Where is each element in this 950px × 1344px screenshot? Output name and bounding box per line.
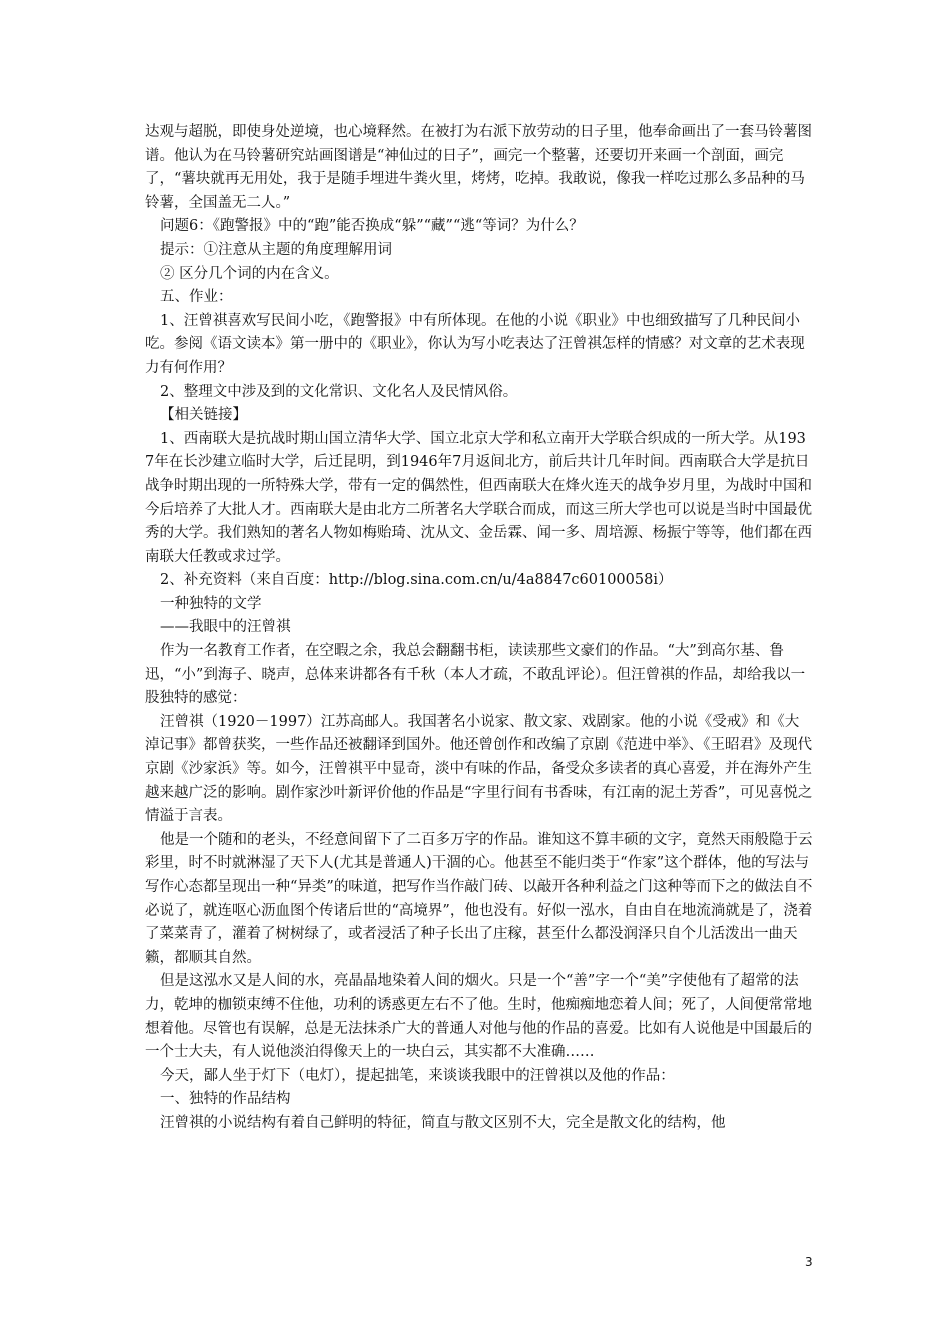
paragraph: 【相关链接】 <box>160 407 247 424</box>
paragraph: 2、整理文中涉及到的文化常识、文化名人及民情风俗。 <box>160 383 518 400</box>
paragraph: 1、汪曾祺喜欢写民间小吃，《跑警报》中有所体现。在他的小说《职业》中也细致描写了几种民间小吃。参阅《语文读本》第一册中的《职业》，你认为写小吃表达了汪曾祺怎样的情感？对文章的艺术表现力有何作用？ <box>145 312 805 376</box>
paragraph: 汪曾祺（1920－1997）江苏高邮人。我国著名小说家、散文家、戏剧家。他的小说《受戒》和《大淖记事》都曾获奖，一些作品还被翻译到国外。他还曾创作和改编了京剧《范进中举》、《王昭君》及现代京剧《沙家浜》等。如今，汪曾祺平中显奇，淡中有味的作品，备受众多读者的真心喜爱，并在海外产生越来越广泛的影响。剧作家沙叶新评价他的作品是“字里行间有书香味，有江南的泥土芳香”，可见喜悦之情溢于言表。 <box>145 713 813 825</box>
document-body <box>145 121 813 1136</box>
paragraph: 提示：①注意从主题的角度理解用词 <box>160 241 392 258</box>
paragraph: 2、补充资料（来自百度：http://blog.sina.com.cn/u/4a8847c60100058i） <box>160 572 673 589</box>
paragraph: 今天，鄙人坐于灯下（电灯），提起拙笔，来谈谈我眼中的汪曾祺以及他的作品： <box>160 1067 675 1084</box>
paragraph: ——我眼中的汪曾祺 <box>160 619 291 636</box>
paragraph: 五、作业： <box>160 289 233 306</box>
paragraph: 汪曾祺的小说结构有着自己鲜明的特征，简直与散文区别不大，完全是散文化的结构，他 <box>160 1114 726 1131</box>
paragraph: 他是一个随和的老头，不经意间留下了二百多万字的作品。谁知这不算丰硕的文字，竟然天雨般隐于云彩里，时不时就淋湿了天下人(尤其是普通人)干涸的心。他甚至不能归类于“作家”这个群体，他的写法与写作心态都呈现出一种“异类”的味道，把写作当作敲门砖、以敲开各种利益之门这种等而下之的做法自不必说了，就连呕心沥血图个传诸后世的“高境界”，他也没有。好似一泓水，自由自在地流淌就是了，浇着了菜菜青了，灌着了树树绿了，或者浸活了种子长出了庄稼，甚至什么都没润泽只自个儿活泼出一曲天籁，都顺其自然。 <box>145 831 813 966</box>
page-number: 3 <box>805 1255 813 1269</box>
paragraph: 1、西南联大是抗战时期山国立清华大学、国立北京大学和私立南开大学联合织成的一所大学。从1937年在长沙建立临时大学，后迁昆明，到1946年7月返间北方，前后共计几年时间。西南联合大学是抗日战争时期出现的一所特殊大学，带有一定的偶然性，但西南联大在烽火连天的战争岁月里，为战时中国和今后培养了大批人才。西南联大是由北方二所著名大学联合而成，而这三所大学也可以说是当时中国最优秀的大学。我们熟知的著名人物如梅贻琦、沈从文、金岳霖、闻一多、周培源、杨振宁等等，他们都在西南联大任教或求过学。 <box>145 430 812 565</box>
paragraph: 作为一名教育工作者，在空暇之余，我总会翻翻书柜，读读那些文豪们的作品。“大”到高尔基、鲁迅，“小”到海子、晓声，总体来讲都各有千秋（本人才疏，不敢乱评论）。但汪曾祺的作品，却给我以一股独特的感觉： <box>145 643 806 707</box>
paragraph: ② 区分几个词的内在含义。 <box>160 265 339 282</box>
paragraph: 问题6：《跑警报》中的“跑”能否换成“躲”“藏”“逃“等词？为什么？ <box>160 218 584 235</box>
paragraph: 一种独特的文学 <box>160 595 262 612</box>
paragraph: 但是这泓水又是人间的水，亮晶晶地染着人间的烟火。只是一个“善”字一个“美”字使他有了超常的法力，乾坤的枷锁束缚不住他，功利的诱惑更左右不了他。生时，他痴痴地恋着人间；死了，人间便常常地想着他。尽管也有误解，总是无法抹杀广大的普通人对他与他的作品的喜爱。比如有人说他是中国最后的一个士大夫，有人说他淡泊得像天上的一块白云，其实都不大准确…… <box>145 973 812 1061</box>
paragraph: 达观与超脱，即使身处逆境，也心境释然。在被打为右派下放劳动的日子里，他奉命画出了一套马铃薯图谱。他认为在马铃薯研究站画图谱是“神仙过的日子”，画完一个整薯，还要切开来画一个剖面，画完了，“薯块就再无用处，我于是随手埋进牛粪火里，烤烤，吃掉。我敢说，像我一样吃过那么多品种的马铃薯，全国盖无二人。” <box>145 124 812 211</box>
paragraph: 一、独特的作品结构 <box>160 1091 291 1108</box>
